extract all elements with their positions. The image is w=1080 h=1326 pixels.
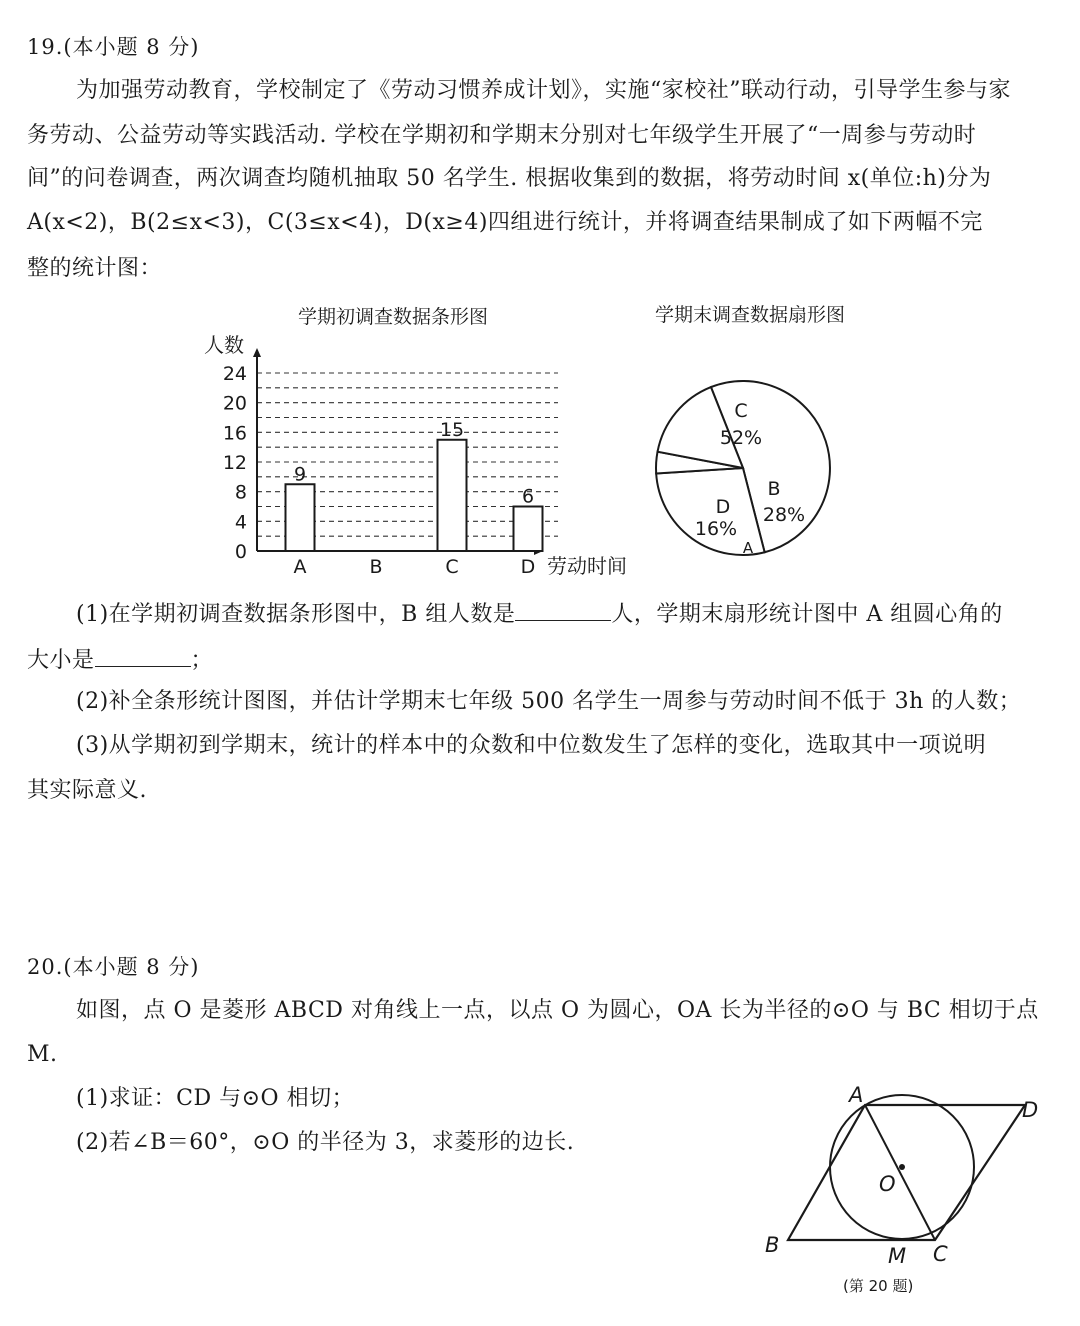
- y-tick-label: 4: [234, 511, 247, 534]
- rhombus-circle-figure: [755, 1080, 1055, 1305]
- bar-chart-bars: [286, 440, 543, 551]
- bar-chart-x-axis-label: 劳动时间: [547, 554, 627, 578]
- bar-chart-categories: [294, 556, 536, 578]
- q19-sub1-answer-blank-angle[interactable]: [95, 644, 191, 667]
- point-label-c: C: [933, 1242, 948, 1266]
- pie-chart: [650, 375, 850, 565]
- question-19-text-line-2: 务劳动、公益劳动等实践活动. 学校在学期初和学期末分别对七年级学生开展了“一周参与劳动时: [27, 123, 977, 148]
- q19-sub1-line2: [27, 644, 213, 676]
- data-label: 6: [521, 485, 535, 508]
- point-label-m: M: [888, 1244, 907, 1268]
- data-label: 9: [293, 463, 307, 486]
- bar-chart-y-ticks: [223, 363, 247, 563]
- diagonal-ac: [865, 1105, 935, 1240]
- pie-chart-title: 学期末调查数据扇形图: [655, 304, 846, 326]
- data-label: 15: [439, 418, 465, 441]
- pie-label-c: C: [734, 400, 748, 422]
- question-19-text-line-5: 整的统计图：: [27, 256, 163, 281]
- point-label-o: O: [879, 1172, 896, 1196]
- x-category-label: D: [520, 556, 536, 578]
- question-19-text-line-1: 为加强劳动教育，学校制定了《劳动习惯养成计划》，实施“家校社”联动行动，引导学生参与家: [76, 78, 1011, 103]
- q19-sub1-text-b: 人，学期末扇形统计图中 A 组圆心角的: [611, 602, 1003, 627]
- bar-d: [514, 507, 543, 552]
- y-tick-label: 16: [222, 422, 247, 445]
- y-tick-label: 12: [222, 452, 247, 474]
- x-category-label: C: [445, 556, 459, 578]
- question-19-text-line-4: A(x<2)，B(2≤x<3)，C(3≤x<4)，D(x≥4)四组进行统计，并将调查结果制成了如下两幅不完: [27, 210, 983, 235]
- y-tick-label: 8: [234, 481, 247, 504]
- x-category-label: A: [293, 556, 307, 578]
- pie-label-a: A: [742, 539, 754, 557]
- bar-c: [438, 440, 467, 551]
- question-20-heading: 20.(本小题 8 分): [27, 955, 200, 979]
- point-label-d: D: [1022, 1098, 1039, 1122]
- q19-sub3-line1: (3)从学期初到学期末，统计的样本中的众数和中位数发生了怎样的变化，选取其中一项说明: [76, 733, 987, 758]
- figure-caption: (第 20 题): [843, 1277, 914, 1295]
- pie-value-c: 52%: [719, 427, 763, 449]
- q19-sub1-text-d: ；: [190, 648, 214, 673]
- y-tick-label: 0: [234, 541, 247, 563]
- bar-a: [286, 484, 315, 551]
- point-label-b: B: [765, 1233, 780, 1257]
- pie-value-b: 28%: [762, 504, 806, 526]
- y-tick-label: 24: [222, 363, 247, 385]
- q19-sub1-text-c: 大小是: [27, 648, 95, 673]
- q19-sub1-line1: [76, 598, 1003, 630]
- q19-sub1-answer-blank-b-count[interactable]: [515, 598, 611, 621]
- y-axis-arrow: [253, 348, 261, 357]
- question-19-heading: 19.(本小题 8 分): [27, 35, 200, 59]
- pie-value-d: 16%: [694, 518, 738, 540]
- pie-label-d: D: [715, 496, 731, 518]
- q20-sub1: (1)求证：CD 与⊙O 相切；: [76, 1086, 355, 1111]
- point-label-a: A: [849, 1083, 864, 1107]
- q20-sub2: (2)若∠B＝60°，⊙O 的半径为 3，求菱形的边长.: [76, 1130, 575, 1155]
- question-20-text-line-1: 如图，点 O 是菱形 ABCD 对角线上一点，以点 O 为圆心，OA 长为半径的⊙O 与 BC 相切于点: [76, 998, 1039, 1023]
- y-tick-label: 20: [222, 392, 247, 415]
- bar-chart: [190, 330, 650, 585]
- q19-sub1-text-a: (1)在学期初调查数据条形图中，B 组人数是: [76, 602, 516, 627]
- bar-chart-title: 学期初调查数据条形图: [298, 306, 489, 328]
- q19-sub2: (2)补全条形统计图图，并估计学期末七年级 500 名学生一周参与劳动时间不低于 3h 的人数；: [76, 689, 1022, 714]
- center-o-dot: [899, 1164, 905, 1170]
- rhombus-abcd: [788, 1105, 1025, 1240]
- pie-label-b: B: [767, 478, 781, 500]
- q19-sub3-line2: 其实际意义.: [27, 778, 147, 803]
- question-20-text-line-2: M.: [27, 1042, 58, 1067]
- x-category-label: B: [369, 556, 383, 578]
- question-19-text-line-3: 间”的问卷调查，两次调查均随机抽取 50 名学生. 根据收集到的数据，将劳动时间 x(单位:h)分为: [27, 166, 992, 191]
- bar-chart-y-axis-label: 人数: [204, 333, 244, 357]
